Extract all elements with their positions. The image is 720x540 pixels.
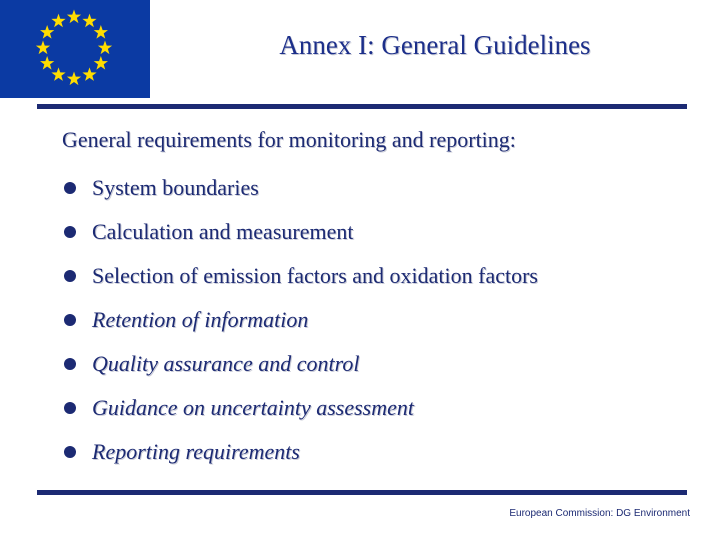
bullet-icon (64, 358, 76, 370)
flag-star-icon (40, 56, 54, 70)
flag-star-icon (40, 25, 54, 39)
list-item (62, 254, 538, 298)
bullet-icon (64, 314, 76, 326)
list-item (62, 342, 538, 386)
list-item-label: Selection of emission factors and oxidation factors (92, 263, 538, 288)
list-item (62, 430, 538, 474)
bullet-icon (64, 446, 76, 458)
flag-star-icon (67, 72, 81, 86)
list-item-label: Guidance on uncertainty assessment (92, 395, 414, 420)
list-item-label: Calculation and measurement (92, 219, 354, 244)
flag-star-icon (98, 41, 112, 55)
list-item-label: Reporting requirements (92, 439, 300, 464)
top-divider (37, 104, 687, 109)
flag-star-icon (36, 41, 50, 55)
slide-title: Annex I: General Guidelines (279, 30, 591, 60)
flag-star-icon (82, 67, 96, 81)
flag-star-icon (51, 67, 65, 81)
bullet-icon (64, 182, 76, 194)
list-item (62, 166, 538, 210)
list-item-label: Quality assurance and control (92, 351, 360, 376)
footer-text: European Commission: DG Environment (509, 508, 690, 519)
list-item-label: System boundaries (92, 175, 259, 200)
flag-star-icon (82, 14, 96, 28)
bullet-icon (64, 270, 76, 282)
section-heading: General requirements for monitoring and reporting: (62, 127, 516, 152)
list-item (62, 210, 538, 254)
flag-star-icon (94, 25, 108, 39)
flag-star-icon (51, 14, 65, 28)
list-item (62, 386, 538, 430)
bottom-divider (37, 490, 687, 495)
bullet-icon (64, 226, 76, 238)
bullet-icon (64, 402, 76, 414)
eu-flag-logo (0, 0, 150, 98)
requirements-list (62, 166, 538, 474)
list-item-label: Retention of information (92, 307, 309, 332)
flag-star-icon (67, 10, 81, 24)
list-item (62, 298, 538, 342)
eu-flag-icon (0, 0, 150, 98)
flag-star-icon (94, 56, 108, 70)
